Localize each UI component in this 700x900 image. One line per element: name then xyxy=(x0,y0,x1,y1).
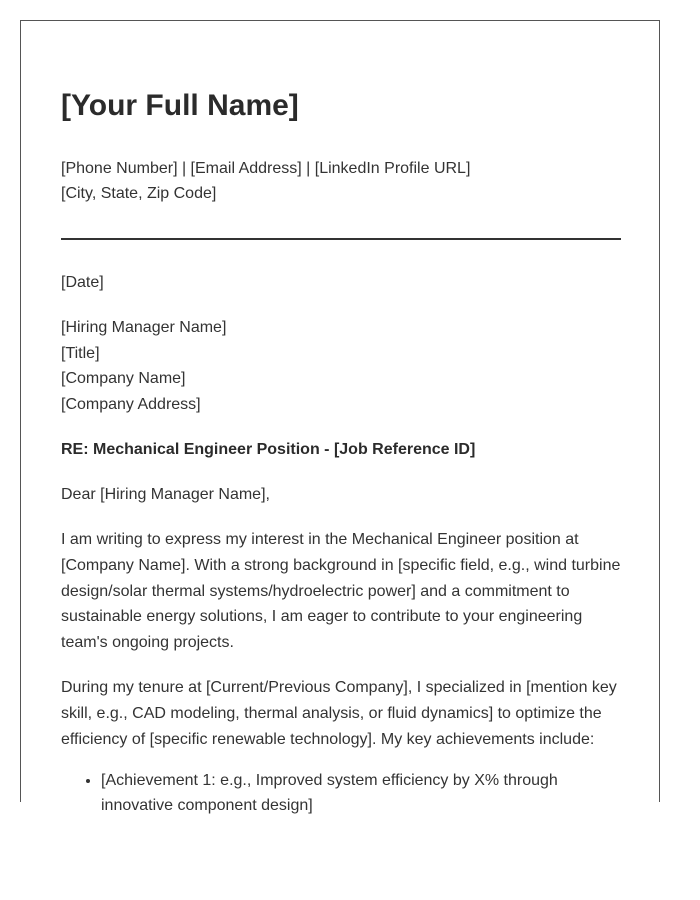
contact-line-location: [City, State, Zip Code] xyxy=(61,185,217,202)
salutation: Dear [Hiring Manager Name], xyxy=(61,486,270,504)
sender-contact-block xyxy=(61,156,621,206)
header-divider xyxy=(61,238,621,240)
recipient-name: [Hiring Manager Name] xyxy=(61,319,227,336)
contact-line-phone-email-linkedin: [Phone Number] | [Email Address] | [LinkedIn Profile URL] xyxy=(61,160,471,177)
letter-page xyxy=(20,20,660,815)
letter-date: [Date] xyxy=(61,274,104,291)
recipient-title: [Title] xyxy=(61,344,100,362)
recipient-company: [Company Name] xyxy=(61,370,186,388)
sender-name: [Your Full Name] xyxy=(61,89,299,122)
body-paragraph-intro: I am writing to express my interest in the Mechanical Engineer position at [Company Name]. With a strong background in [specific field, e.g., wind turbine design/solar thermal systems/hydroelectric power] and a commitment to sustainable energy solutions, I am eager to contribute to your engineering team's ongoing projects. xyxy=(61,531,621,651)
letter-content xyxy=(61,85,621,818)
subject-line: RE: Mechanical Engineer Position - [Job Reference ID] xyxy=(61,441,476,459)
recipient-block xyxy=(61,315,621,417)
achievement-item: • [Achievement 1: e.g., Improved system efficiency by X% through innovative component design] xyxy=(101,768,621,818)
recipient-address: [Company Address] xyxy=(61,395,201,413)
achievements-list xyxy=(61,768,621,818)
body-paragraph-experience: During my tenure at [Current/Previous Company], I specialized in [mention key skill, e.g., CAD modeling, thermal analysis, or fluid dynamics] to optimize the efficiency of [specific renewable technology]. My key achievements include: xyxy=(61,679,617,748)
